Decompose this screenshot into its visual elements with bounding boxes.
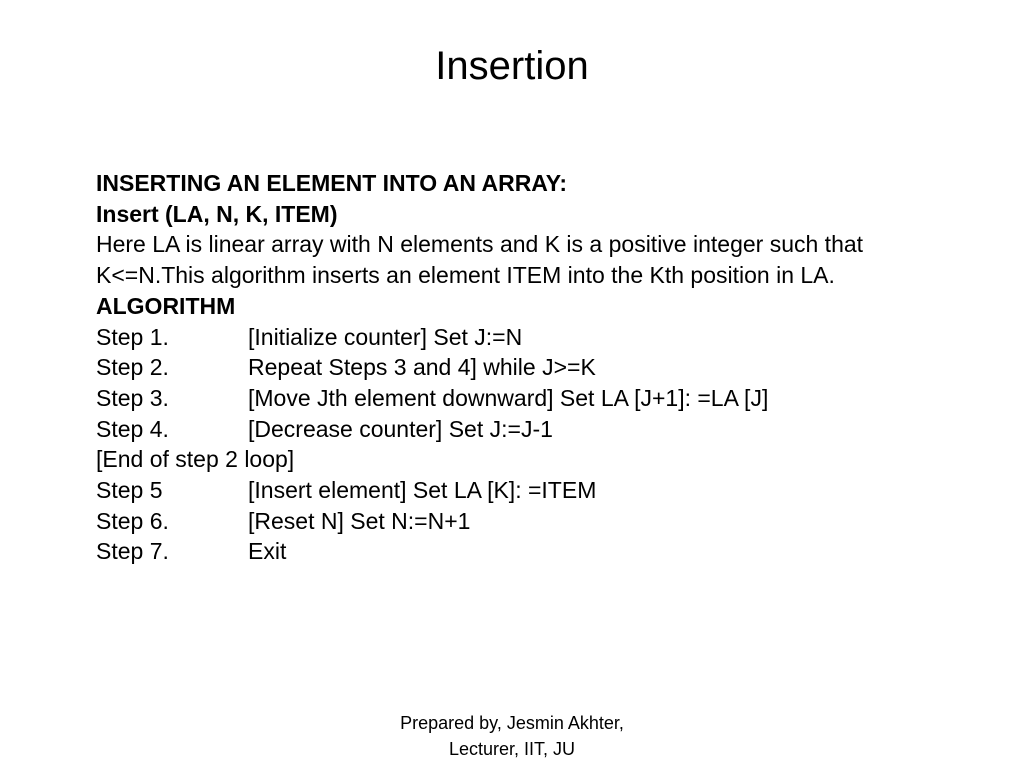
- algorithm-step: [96, 506, 996, 537]
- step-text: Exit: [248, 538, 287, 565]
- loop-end-note: [End of step 2 loop]: [96, 446, 295, 473]
- algorithm-step: [96, 352, 996, 383]
- step-text: Repeat Steps 3 and 4] while J>=K: [248, 354, 596, 381]
- footer-line-affiliation: Lecturer, IIT, JU: [448, 739, 576, 759]
- step-text: [Insert element] Set LA [K]: =ITEM: [248, 477, 597, 504]
- algorithm-step: [96, 383, 996, 414]
- slide-title: Insertion: [435, 44, 589, 88]
- step-label: Step 5: [96, 477, 163, 504]
- step-label: Step 3.: [96, 384, 169, 411]
- step-text: [Decrease counter] Set J:=J-1: [248, 415, 553, 442]
- step-label: Step 2.: [96, 354, 169, 381]
- section-heading: INSERTING AN ELEMENT INTO AN ARRAY:: [96, 170, 568, 196]
- description-line-2: K<=N.This algorithm inserts an element ITEM into the Kth position in LA.: [96, 262, 835, 289]
- algorithm-step: [96, 536, 996, 567]
- step-label: Step 4.: [96, 415, 169, 442]
- step-label: Step 1.: [96, 323, 169, 350]
- step-text: [Move Jth element downward] Set LA [J+1]: =LA [J]: [248, 384, 769, 411]
- footer-line-author: Prepared by, Jesmin Akhter,: [400, 713, 624, 733]
- step-text: [Initialize counter] Set J:=N: [248, 323, 523, 350]
- procedure-signature: Insert (LA, N, K, ITEM): [96, 200, 338, 227]
- step-label: Step 7.: [96, 538, 169, 565]
- step-label: Step 6.: [96, 507, 169, 534]
- slide-body: [96, 168, 996, 567]
- slide-footer: [312, 710, 712, 762]
- algorithm-step: [96, 475, 996, 506]
- description-line-1: Here LA is linear array with N elements and K is a positive integer such that: [96, 231, 864, 258]
- algorithm-step: [96, 322, 996, 353]
- step-text: [Reset N] Set N:=N+1: [248, 507, 471, 534]
- algorithm-step: [96, 414, 996, 445]
- algorithm-heading: ALGORITHM: [96, 292, 236, 319]
